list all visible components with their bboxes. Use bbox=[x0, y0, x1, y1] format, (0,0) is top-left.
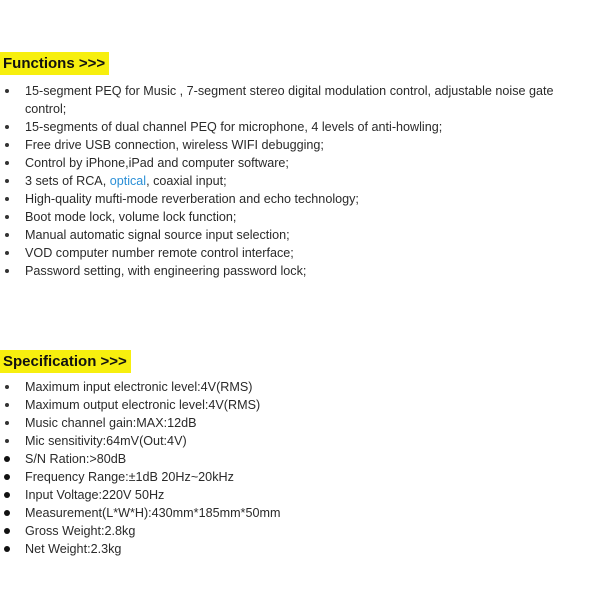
bullet-icon bbox=[5, 179, 9, 183]
list-item: Music channel gain:MAX:12dB bbox=[0, 414, 598, 432]
list-item: Net Weight:2.3kg bbox=[0, 540, 598, 558]
bullet-icon bbox=[5, 233, 9, 237]
list-item: Manual automatic signal source input selection; bbox=[0, 226, 598, 244]
bullet-icon bbox=[4, 528, 10, 534]
specification-list bbox=[0, 378, 598, 558]
functions-heading: Functions >>> bbox=[0, 52, 109, 75]
list-item: 15-segment PEQ for Music , 7-segment stereo digital modulation control, adjustable noise gate control; bbox=[0, 82, 598, 118]
list-item: Frequency Range:±1dB 20Hz~20kHz bbox=[0, 468, 598, 486]
optical-link[interactable]: optical bbox=[109, 174, 147, 188]
functions-list bbox=[0, 82, 598, 280]
bullet-icon bbox=[5, 143, 9, 147]
list-item: Boot mode lock, volume lock function; bbox=[0, 208, 598, 226]
list-item: Mic sensitivity:64mV(Out:4V) bbox=[0, 432, 598, 450]
bullet-icon bbox=[5, 215, 9, 219]
list-item: Measurement(L*W*H):430mm*185mm*50mm bbox=[0, 504, 598, 522]
bullet-icon bbox=[4, 546, 10, 552]
bullet-icon bbox=[4, 474, 10, 480]
list-item: VOD computer number remote control interface; bbox=[0, 244, 598, 262]
list-item: Input Voltage:220V 50Hz bbox=[0, 486, 598, 504]
bullet-icon bbox=[5, 125, 9, 129]
bullet-icon bbox=[5, 439, 9, 443]
bullet-icon bbox=[5, 251, 9, 255]
bullet-icon bbox=[5, 161, 9, 165]
list-item: High-quality mufti-mode reverberation and echo technology; bbox=[0, 190, 598, 208]
bullet-icon bbox=[5, 197, 9, 201]
list-item: Free drive USB connection, wireless WIFI debugging; bbox=[0, 136, 598, 154]
list-item: Control by iPhone,iPad and computer software; bbox=[0, 154, 598, 172]
list-item: 15-segments of dual channel PEQ for microphone, 4 levels of anti-howling; bbox=[0, 118, 598, 136]
bullet-icon bbox=[4, 492, 10, 498]
bullet-icon bbox=[5, 403, 9, 407]
list-item: Maximum output electronic level:4V(RMS) bbox=[0, 396, 598, 414]
bullet-icon bbox=[5, 269, 9, 273]
specification-heading: Specification >>> bbox=[0, 350, 131, 373]
list-item: Maximum input electronic level:4V(RMS) bbox=[0, 378, 598, 396]
list-item: 3 sets of RCA, optical, coaxial input; bbox=[0, 172, 598, 190]
bullet-icon bbox=[4, 456, 10, 462]
list-item: Password setting, with engineering password lock; bbox=[0, 262, 598, 280]
bullet-icon bbox=[5, 385, 9, 389]
bullet-icon bbox=[5, 89, 9, 93]
bullet-icon bbox=[4, 510, 10, 516]
list-item: Gross Weight:2.8kg bbox=[0, 522, 598, 540]
bullet-icon bbox=[5, 421, 9, 425]
list-item: S/N Ration:>80dB bbox=[0, 450, 598, 468]
